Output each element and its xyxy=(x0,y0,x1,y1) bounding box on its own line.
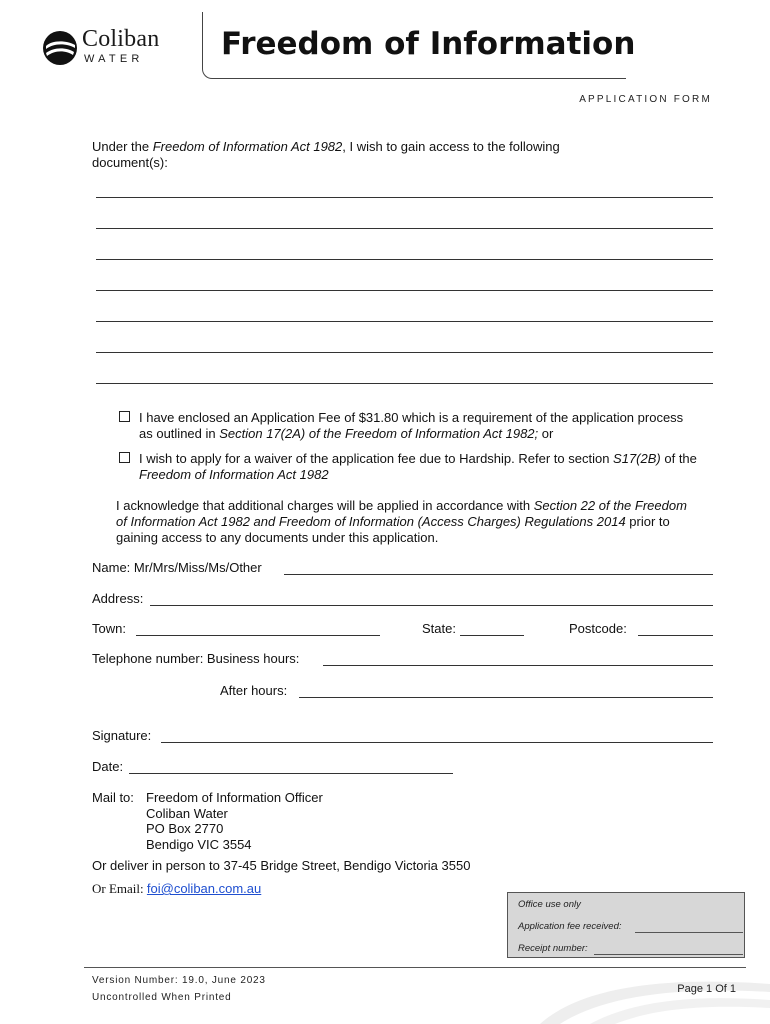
email-link[interactable]: foi@coliban.com.au xyxy=(146,881,262,896)
state-field[interactable] xyxy=(460,635,524,636)
fee-waiver-text: I wish to apply for a waiver of the application fee due to Hardship. Refer to section S17(2B) of the Freedom of Information Act 1982 xyxy=(139,451,697,482)
document-line[interactable] xyxy=(96,383,713,384)
fee-enclosed-text: I have enclosed an Application Fee of $31.80 which is a requirement of the application process as outlined in Section 17(2A) of the Freedom of Information Act 1982; or xyxy=(139,410,684,441)
mail-to-label: Mail to: xyxy=(92,790,134,805)
document-line[interactable] xyxy=(96,259,713,260)
document-line[interactable] xyxy=(96,290,713,291)
document-line[interactable] xyxy=(96,352,713,353)
postcode-label: Postcode: xyxy=(569,621,627,636)
acknowledgement-text: I acknowledge that additional charges will be applied in accordance with Section 22 of the Freedom of Information Act 1982 and Freedom of Information (Access Charges) Regulations 2014 prior to gaining access to any documents under this application. xyxy=(116,498,687,545)
logo-subtitle: WATER xyxy=(84,53,144,65)
document-line[interactable] xyxy=(96,228,713,229)
document-line[interactable] xyxy=(96,321,713,322)
page-number: Page 1 Of 1 xyxy=(677,983,736,995)
state-label: State: xyxy=(422,621,456,636)
address-label: Address: xyxy=(92,591,144,606)
form-subtitle: APPLICATION FORM xyxy=(579,94,712,105)
address-field[interactable] xyxy=(150,605,713,606)
fee-enclosed-checkbox[interactable] xyxy=(119,411,130,422)
date-field[interactable] xyxy=(129,773,453,774)
decorative-wave xyxy=(520,968,770,1024)
office-use-box xyxy=(507,892,745,958)
fee-received-field[interactable] xyxy=(635,932,743,933)
coliban-water-logo xyxy=(42,26,172,70)
town-field[interactable] xyxy=(136,635,380,636)
business-phone-field[interactable] xyxy=(323,665,713,666)
date-label: Date: xyxy=(92,759,124,774)
intro-text: Under the Freedom of Information Act 1982, I wish to gain access to the following document(s): xyxy=(92,139,560,170)
coliban-swirl-icon xyxy=(42,30,78,66)
deliver-in-person: Or deliver in person to 37-45 Bridge Street, Bendigo Victoria 3550 xyxy=(92,858,471,873)
mail-address: Freedom of Information Officer Coliban Water PO Box 2770 Bendigo VIC 3554 xyxy=(146,790,323,852)
uncontrolled-notice: Uncontrolled When Printed xyxy=(92,992,232,1003)
signature-field[interactable] xyxy=(161,742,713,743)
name-label: Name: Mr/Mrs/Miss/Ms/Other xyxy=(92,560,262,575)
document-line[interactable] xyxy=(96,197,713,198)
footer-divider xyxy=(84,967,746,968)
town-label: Town: xyxy=(92,621,126,636)
after-hours-label: After hours: xyxy=(220,683,288,698)
business-phone-label: Telephone number: Business hours: xyxy=(92,651,300,666)
signature-label: Signature: xyxy=(92,728,152,743)
page-title: Freedom of Information xyxy=(221,26,636,62)
office-use-title: Office use only xyxy=(518,899,581,910)
after-hours-field[interactable] xyxy=(299,697,713,698)
version-number: Version Number: 19.0, June 2023 xyxy=(92,975,266,986)
logo-name: Coliban xyxy=(82,26,160,52)
email-line: Or Email: foi@coliban.com.au xyxy=(92,881,262,896)
fee-waiver-checkbox[interactable] xyxy=(119,452,130,463)
receipt-number-label: Receipt number: xyxy=(518,943,588,954)
fee-received-label: Application fee received: xyxy=(518,921,622,932)
act-name: Freedom of Information Act 1982 xyxy=(152,139,343,154)
mail-to-block xyxy=(92,790,323,852)
receipt-number-field[interactable] xyxy=(594,954,743,955)
postcode-field[interactable] xyxy=(638,635,713,636)
name-field[interactable] xyxy=(284,574,713,575)
